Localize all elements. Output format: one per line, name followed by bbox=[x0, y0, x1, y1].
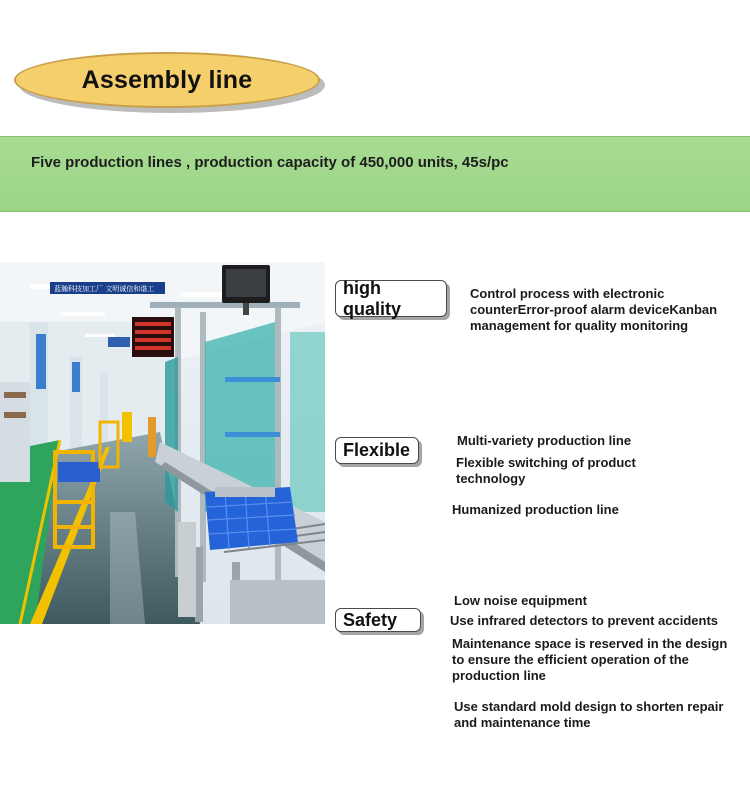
quality-line-1: Control process with electronic bbox=[470, 286, 665, 301]
quality-line-3: management for quality monitoring bbox=[470, 318, 689, 333]
flexible-tag bbox=[335, 437, 419, 464]
flexible-item-multi-variety: Multi-variety production line bbox=[457, 433, 632, 448]
assembly-line-illustration bbox=[0, 262, 325, 624]
page-title: Assembly line bbox=[81, 65, 253, 94]
flexible-item-switching-line-2: technology bbox=[456, 471, 526, 486]
safety-item-low-noise: Low noise equipment bbox=[454, 593, 587, 608]
safety-tag bbox=[335, 608, 421, 632]
assembly-line-photo bbox=[0, 262, 325, 624]
flexible-label: Flexible bbox=[343, 440, 411, 460]
safety-item-maintenance-line-3: production line bbox=[452, 668, 546, 683]
capacity-banner-text: Five production lines , production capacity of 450,000 units, 45s/pc bbox=[31, 154, 509, 171]
safety-label: Safety bbox=[343, 609, 398, 630]
quality-line-2: counterError-proof alarm deviceKanban bbox=[470, 302, 718, 317]
safety-item-maintenance-line-1: Maintenance space is reserved in the design bbox=[452, 636, 728, 651]
capacity-banner bbox=[0, 136, 750, 212]
flexible-item-humanized: Humanized production line bbox=[452, 502, 619, 517]
factory-slogan-sign: 蓝瀚科技加工厂 文明诚信和谐工 bbox=[54, 285, 155, 293]
safety-item-mold-line-2: and maintenance time bbox=[454, 715, 591, 730]
high-quality-label: high quality bbox=[343, 277, 402, 319]
safety-item-mold-line-1: Use standard mold design to shorten repair bbox=[454, 699, 724, 714]
safety-item-infrared: Use infrared detectors to prevent accidents bbox=[450, 613, 719, 628]
high-quality-tag bbox=[335, 277, 447, 319]
title-badge bbox=[14, 52, 320, 108]
safety-item-maintenance-line-2: to ensure the efficient operation of the bbox=[452, 652, 689, 667]
flexible-item-switching-line-1: Flexible switching of product bbox=[456, 455, 636, 470]
